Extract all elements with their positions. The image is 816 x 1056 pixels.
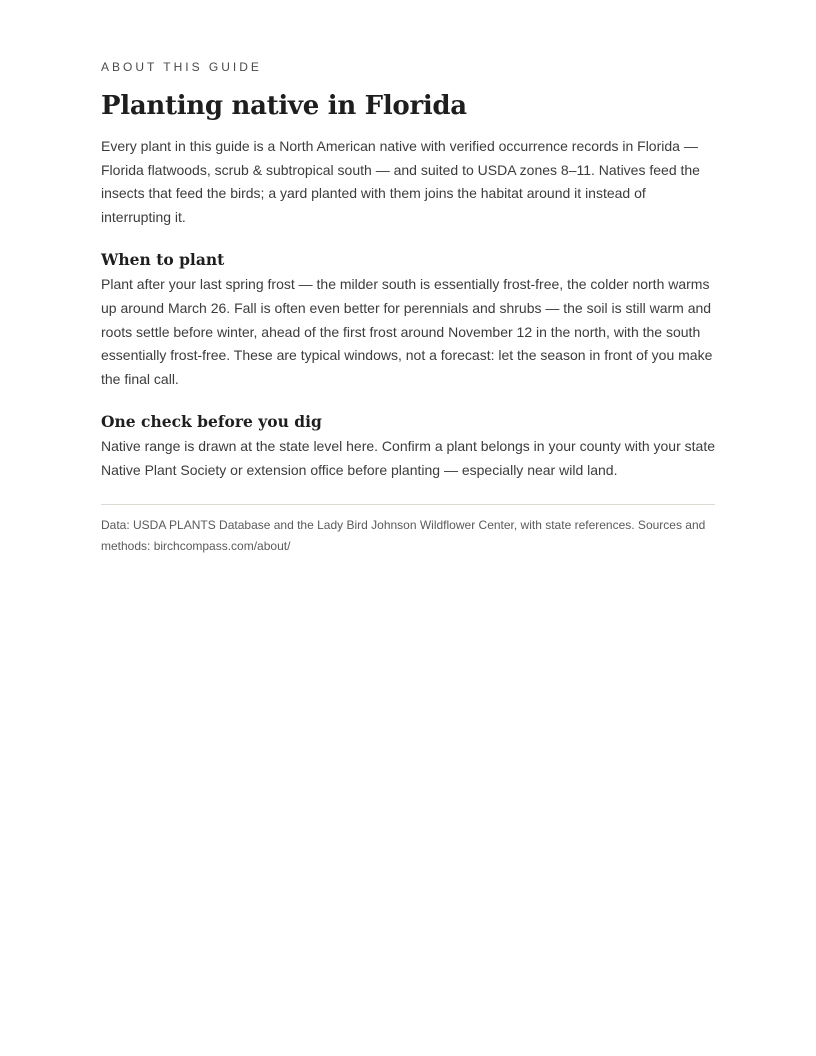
- guide-page: [101, 58, 715, 557]
- page-title: Planting native in Florida: [101, 91, 467, 121]
- check-before-dig-heading: One check before you dig: [101, 412, 322, 432]
- intro-paragraph: Every plant in this guide is a North American native with verified occurrence records in Florida — Florida flatwoods, scrub & subtropical south — and suited to USDA zones 8–11. Natives feed the insects that feed the birds; a yard planted with them joins the habitat around it instead of interrupting it.: [101, 138, 700, 225]
- footer-divider: [101, 504, 715, 505]
- when-to-plant-heading: When to plant: [101, 250, 225, 270]
- data-sources-note: Data: USDA PLANTS Database and the Lady Bird Johnson Wildflower Center, with state references. Sources and methods: birchcompass.com/about/: [101, 517, 706, 553]
- check-before-dig-paragraph: Native range is drawn at the state level here. Confirm a plant belongs in your county with your state Native Plant Society or extension office before planting — especially near wild land.: [101, 438, 715, 478]
- when-to-plant-paragraph: Plant after your last spring frost — the milder south is essentially frost-free, the colder north warms up around March 26. Fall is often even better for perennials and shrubs — the soil is still warm and roots settle before winter, ahead of the first frost around November 12 in the north, with the south essentially frost-free. These are typical windows, not a forecast: let the season in front of you make the final call.: [101, 276, 713, 387]
- when-to-plant-section: [101, 249, 715, 391]
- section-eyebrow: ABOUT THIS GUIDE: [101, 60, 262, 74]
- check-before-dig-section: [101, 411, 715, 482]
